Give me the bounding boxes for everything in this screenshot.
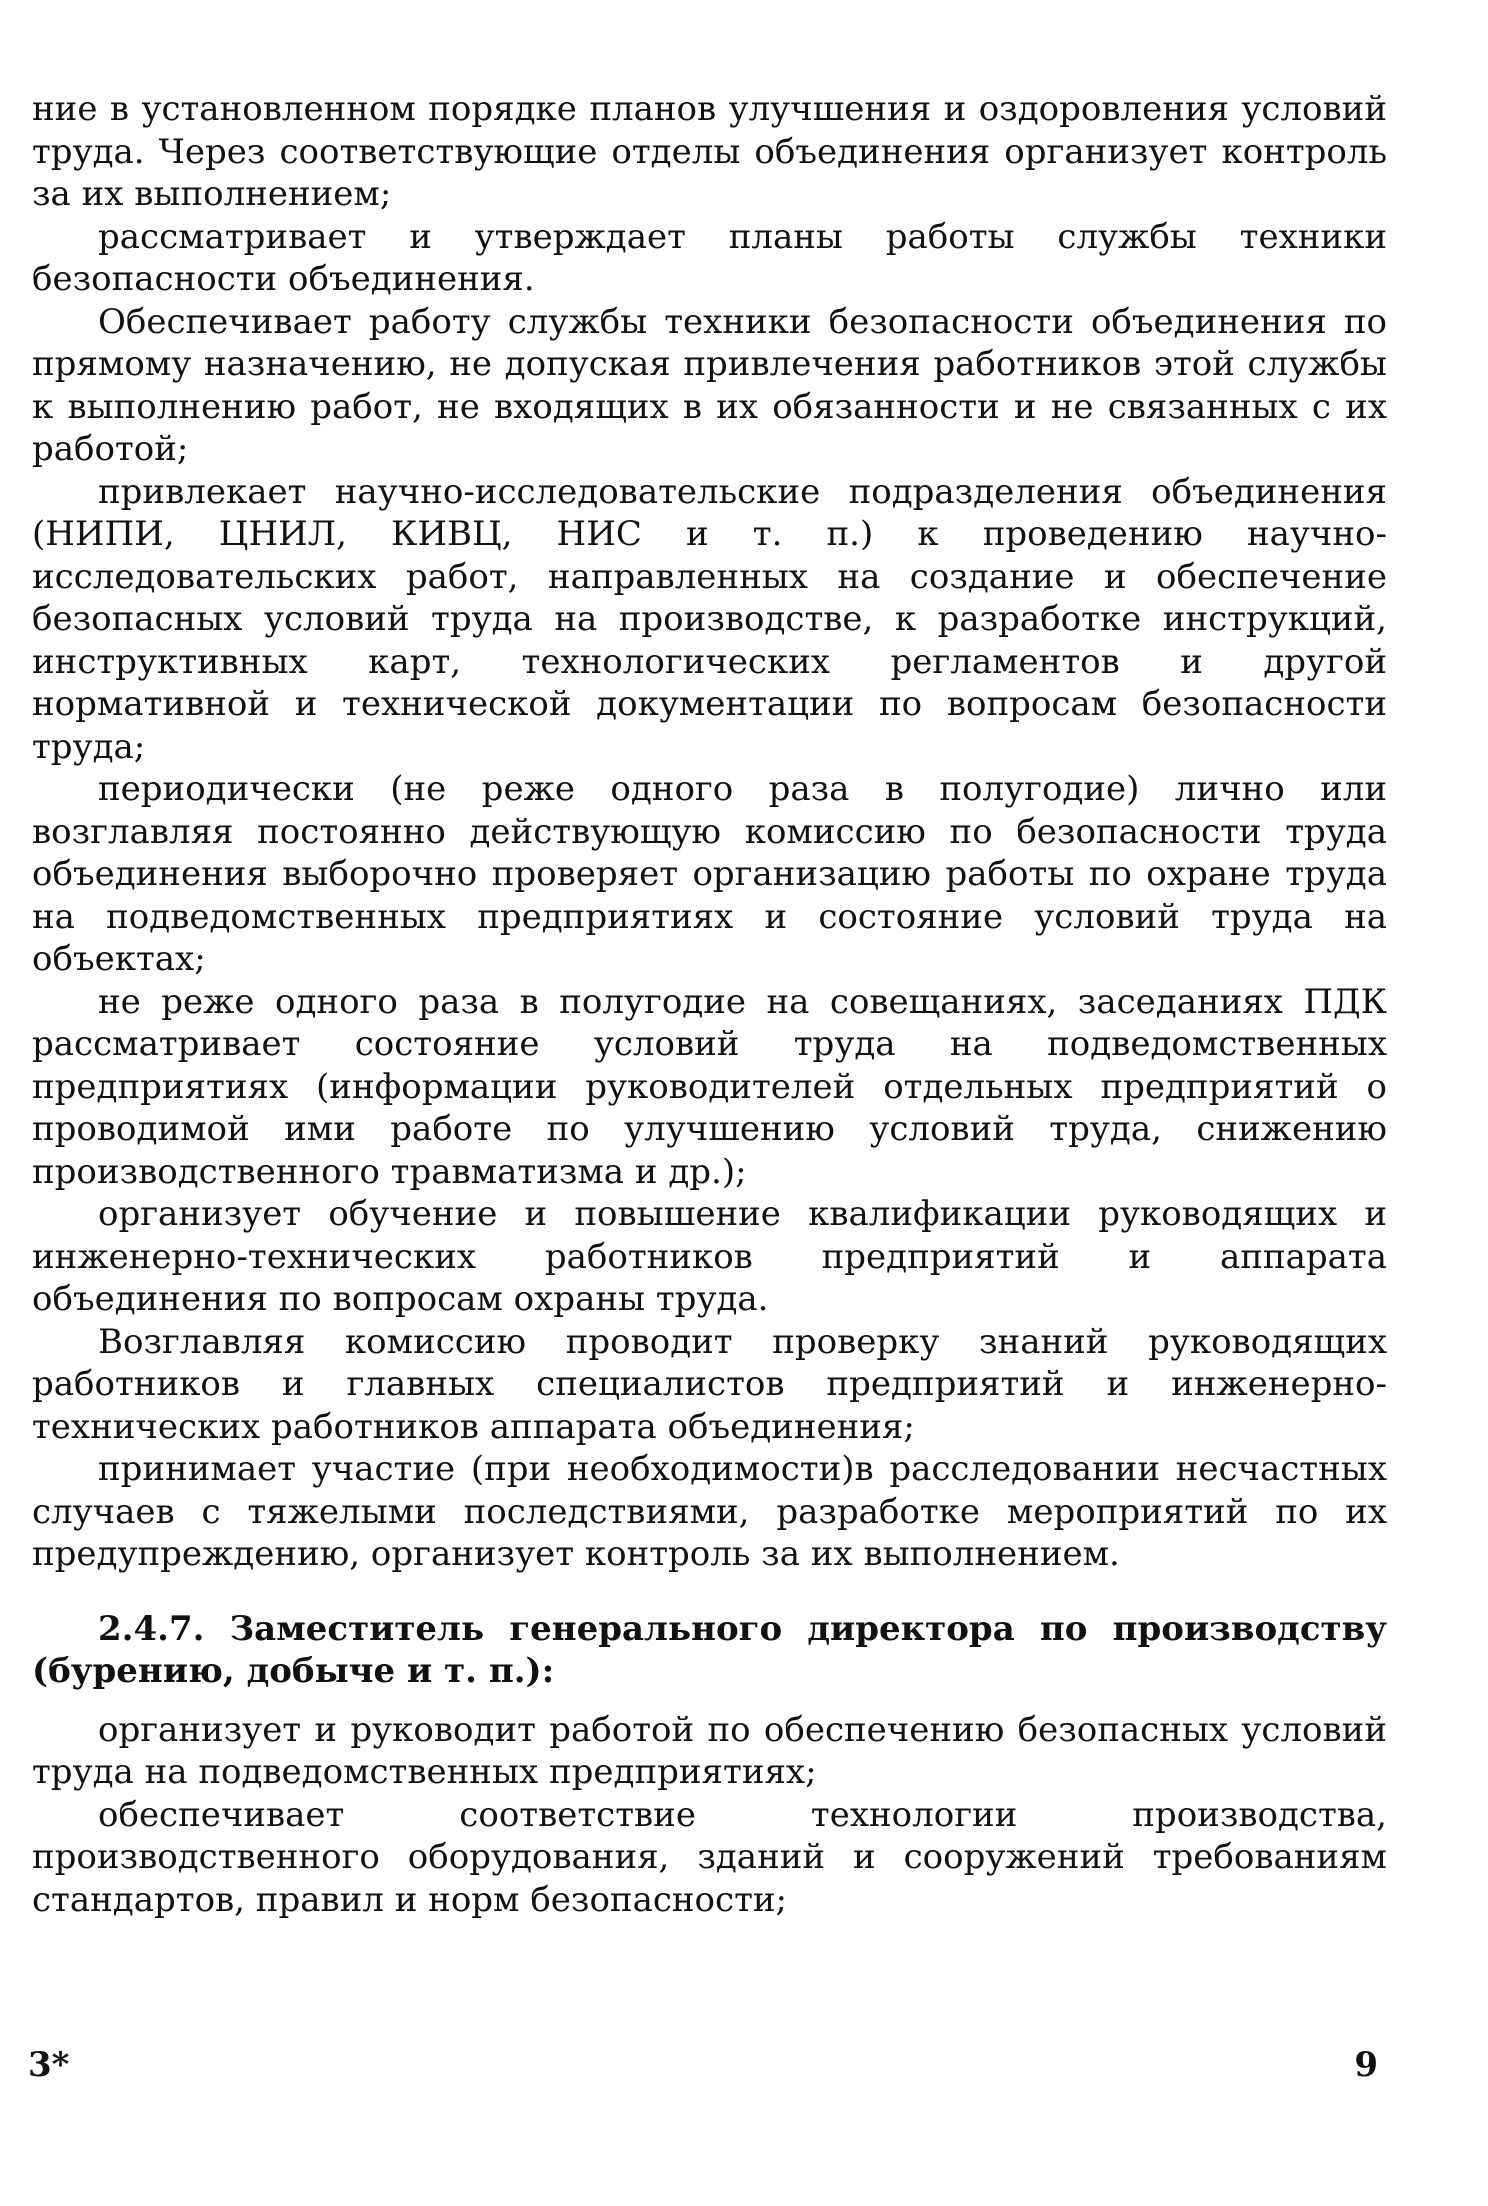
paragraph-10: обеспечивает соответствие технологии производства, производственного оборудования, зданий и сооружений требованиям стандартов, правил и норм безопасности; <box>32 1794 1387 1920</box>
paragraph-1: рассматривает и утверждает планы работы службы техники безопасности объединения. <box>32 216 1387 299</box>
paragraph-0: ние в установленном порядке планов улучшения и оздоровления условий труда. Через соответствующие отделы объединения организует контроль за их выполнением; <box>32 89 1387 214</box>
document-page <box>32 88 1387 1921</box>
paragraph-3: привлекает научно-исследовательские подразделения объединения (НИПИ, ЦНИЛ, КИВЦ, НИС и т. п.) к проведению научно-исследовательских работ, направленных на создание и обеспечение безопасных условий труда на производстве, к разработке инструкций, инструктивных карт, технологических регламентов и другой нормативной и технической документации по вопросам безопасности труда; <box>32 471 1387 767</box>
text-block-top <box>32 88 1387 1576</box>
paragraph-5: не реже одного раза в полугодие на совещаниях, заседаниях ПДК рассматривает состояние условий труда на подведомственных предприятиях (информации руководителей отдельных предприятий о проводимой ими работе по улучшению условий труда, снижению производственного травматизма и др.); <box>32 981 1387 1192</box>
page-footer <box>28 2045 1378 2095</box>
paragraph-6: организует обучение и повышение квалификации руководящих и инженерно-технических работников предприятий и аппарата объединения по вопросам охраны труда. <box>32 1194 1387 1319</box>
paragraph-4: периодически (не реже одного раза в полугодие) лично или возглавляя постоянно действующую комиссию по безопасности труда объединения выборочно проверяет организацию работы по охране труда на подведомственных предприятиях и состояние условий труда на объектах; <box>32 769 1387 979</box>
text-block-bottom <box>32 1709 1387 1922</box>
signature-mark: 3* <box>28 2045 70 2085</box>
page-number: 9 <box>1354 2045 1378 2085</box>
section-heading: 2.4.7. Заместитель генерального директора по производству (бурению, добыче и т. п.): <box>32 1608 1387 1691</box>
paragraph-2: Обеспечивает работу службы техники безопасности объединения по прямому назначению, не допуская привлечения работников этой службы к выполнению работ, не входящих в их обязанности и не связанных с их работой; <box>32 301 1387 469</box>
paragraph-7: Возглавляя комиссию проводит проверку знаний руководящих работников и главных специалистов предприятий и инженерно-технических работников аппарата объединения; <box>32 1321 1387 1447</box>
paragraph-8: принимает участие (при необходимости)в расследовании несчастных случаев с тяжелыми последствиями, разработке мероприятий по их предупреждению, организует контроль за их выполнением. <box>32 1449 1387 1574</box>
paragraph-9: организует и руководит работой по обеспечению безопасных условий труда на подведомственных предприятиях; <box>32 1709 1387 1792</box>
